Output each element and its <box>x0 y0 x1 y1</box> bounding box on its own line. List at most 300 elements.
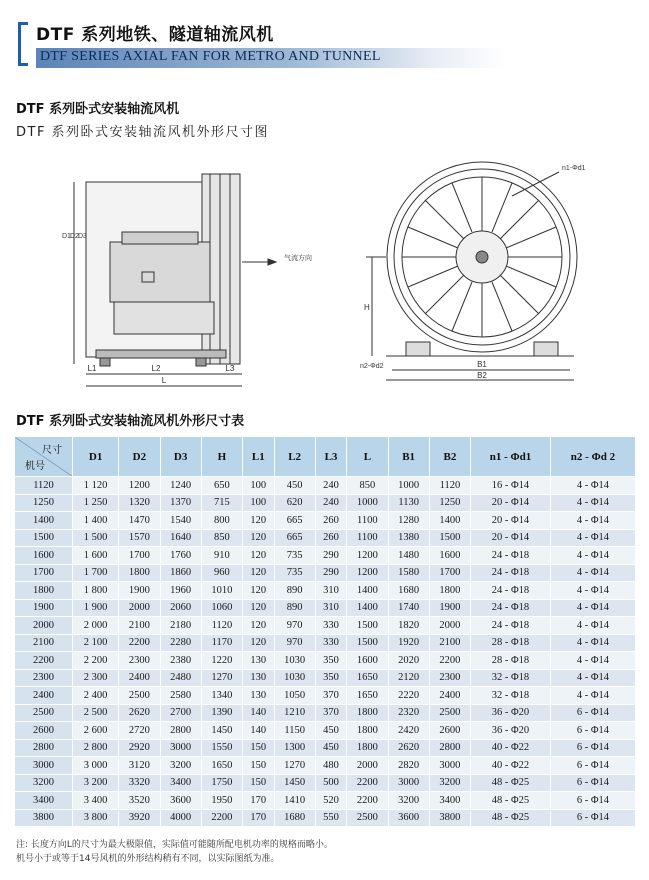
table-cell-model: 3800 <box>15 809 73 827</box>
fan-dimension-drawing <box>14 152 639 392</box>
table-cell: 2200 <box>347 774 388 792</box>
table-cell: 2060 <box>160 599 201 617</box>
table-cell: 2500 <box>429 704 470 722</box>
page-subtitle-en: DTF SERIES AXIAL FAN FOR METRO AND TUNNEL <box>40 49 381 64</box>
table-row <box>15 722 636 740</box>
column-header: B1 <box>388 437 429 477</box>
table-cell: 2800 <box>160 722 201 740</box>
table-row <box>15 652 636 670</box>
table-cell: 1920 <box>388 634 429 652</box>
table-cell: 2 000 <box>73 617 119 635</box>
table-cell-model: 2400 <box>15 687 73 705</box>
table-cell: 2120 <box>388 669 429 687</box>
table-cell: 1500 <box>347 617 388 635</box>
table-cell: 1450 <box>201 722 242 740</box>
table-cell-model: 1500 <box>15 529 73 547</box>
table-cell: 3120 <box>119 757 160 775</box>
table-cell: 32 - Φ18 <box>471 669 551 687</box>
table-cell: 665 <box>274 512 315 530</box>
table-cell-model: 3400 <box>15 792 73 810</box>
table-cell-model: 2000 <box>15 617 73 635</box>
table-cell: 120 <box>243 634 274 652</box>
table-cell: 1 900 <box>73 599 119 617</box>
table-cell: 4 - Φ14 <box>550 687 635 705</box>
drawing-label-L1: L1 <box>87 364 97 373</box>
table-row <box>15 792 636 810</box>
table-row <box>15 687 636 705</box>
table-cell: 3400 <box>429 792 470 810</box>
table-cell: 48 - Φ25 <box>471 809 551 827</box>
table-cell: 1240 <box>160 477 201 495</box>
table-cell-model: 2100 <box>15 634 73 652</box>
table-cell: 1500 <box>429 529 470 547</box>
table-cell: 120 <box>243 582 274 600</box>
table-cell: 2 400 <box>73 687 119 705</box>
table-cell: 350 <box>315 652 346 670</box>
table-cell-model: 3000 <box>15 757 73 775</box>
column-header: H <box>201 437 242 477</box>
table-row <box>15 634 636 652</box>
table-cell: 4 - Φ14 <box>550 634 635 652</box>
header-bracket <box>18 22 28 66</box>
table-cell-model: 1250 <box>15 494 73 512</box>
table-cell: 1060 <box>201 599 242 617</box>
table-cell: 240 <box>315 477 346 495</box>
table-cell: 1800 <box>347 739 388 757</box>
table-cell: 2 600 <box>73 722 119 740</box>
table-cell: 240 <box>315 494 346 512</box>
table-cell: 1900 <box>429 599 470 617</box>
table-cell: 3000 <box>388 774 429 792</box>
drawing-label-D1: D1 <box>62 233 71 240</box>
table-cell: 1680 <box>388 582 429 600</box>
table-cell: 1320 <box>119 494 160 512</box>
table-cell: 1580 <box>388 564 429 582</box>
table-cell: 3320 <box>119 774 160 792</box>
table-cell: 1030 <box>274 669 315 687</box>
table-cell: 1 600 <box>73 547 119 565</box>
table-cell: 1550 <box>201 739 242 757</box>
table-cell: 3000 <box>160 739 201 757</box>
table-cell: 1450 <box>274 774 315 792</box>
table-cell: 2400 <box>119 669 160 687</box>
table-cell: 2320 <box>388 704 429 722</box>
table-cell-model: 1800 <box>15 582 73 600</box>
table-cell: 2200 <box>201 809 242 827</box>
table-cell: 1 700 <box>73 564 119 582</box>
table-cell: 2600 <box>429 722 470 740</box>
table-cell: 2000 <box>347 757 388 775</box>
table-cell: 4000 <box>160 809 201 827</box>
table-cell: 1390 <box>201 704 242 722</box>
table-cell: 370 <box>315 687 346 705</box>
table-cell: 2 100 <box>73 634 119 652</box>
table-cell: 100 <box>243 477 274 495</box>
table-cell: 2020 <box>388 652 429 670</box>
table-cell: 28 - Φ18 <box>471 634 551 652</box>
table-cell: 4 - Φ14 <box>550 547 635 565</box>
table-cell: 2 500 <box>73 704 119 722</box>
table-cell: 735 <box>274 564 315 582</box>
table-cell: 260 <box>315 529 346 547</box>
table-cell: 1650 <box>347 687 388 705</box>
table-row <box>15 704 636 722</box>
table-cell: 620 <box>274 494 315 512</box>
table-cell: 1540 <box>160 512 201 530</box>
table-cell: 1200 <box>119 477 160 495</box>
table-cell: 1650 <box>201 757 242 775</box>
table-cell: 3200 <box>388 792 429 810</box>
table-cell: 450 <box>315 739 346 757</box>
table-cell: 1600 <box>347 652 388 670</box>
table-cell: 1000 <box>388 477 429 495</box>
table-cell: 550 <box>315 809 346 827</box>
table-cell: 450 <box>274 477 315 495</box>
table-cell: 1100 <box>347 529 388 547</box>
table-cell: 150 <box>243 739 274 757</box>
table-row <box>15 739 636 757</box>
table-cell: 36 - Φ20 <box>471 722 551 740</box>
table-cell: 1270 <box>201 669 242 687</box>
table-cell: 3 200 <box>73 774 119 792</box>
table-cell: 120 <box>243 547 274 565</box>
table-cell: 310 <box>315 599 346 617</box>
table-cell: 4 - Φ14 <box>550 512 635 530</box>
table-cell: 1570 <box>119 529 160 547</box>
table-cell: 120 <box>243 529 274 547</box>
table-cell: 1760 <box>160 547 201 565</box>
table-row <box>15 494 636 512</box>
table-cell: 1000 <box>347 494 388 512</box>
table-cell: 1 250 <box>73 494 119 512</box>
table-cell: 290 <box>315 564 346 582</box>
table-cell: 1700 <box>429 564 470 582</box>
table-cell: 170 <box>243 809 274 827</box>
table-body <box>15 477 636 827</box>
table-row <box>15 669 636 687</box>
table-cell: 2420 <box>388 722 429 740</box>
table-cell: 24 - Φ18 <box>471 617 551 635</box>
table-cell: 130 <box>243 687 274 705</box>
table-cell: 890 <box>274 582 315 600</box>
table-cell: 16 - Φ14 <box>471 477 551 495</box>
corner-label-model: 机号 <box>25 461 45 472</box>
table-cell: 1800 <box>347 722 388 740</box>
table-cell: 1400 <box>347 582 388 600</box>
table-cell: 3 800 <box>73 809 119 827</box>
drawing-label-L3: L3 <box>225 364 235 373</box>
table-cell: 100 <box>243 494 274 512</box>
table-cell: 1900 <box>119 582 160 600</box>
table-cell: 1200 <box>347 547 388 565</box>
table-corner-header <box>15 437 73 477</box>
table-cell: 1210 <box>274 704 315 722</box>
table-cell: 4 - Φ14 <box>550 529 635 547</box>
table-cell: 6 - Φ14 <box>550 704 635 722</box>
table-cell: 40 - Φ22 <box>471 757 551 775</box>
footnote-line-1: 注: 长度方向L的尺寸为最大极限值，实际值可能随所配电机功率的规格而略小。 <box>16 840 333 850</box>
table-cell: 140 <box>243 704 274 722</box>
table-cell-model: 2600 <box>15 722 73 740</box>
table-cell: 2500 <box>119 687 160 705</box>
column-header: L1 <box>243 437 274 477</box>
table-cell: 715 <box>201 494 242 512</box>
table-cell: 970 <box>274 634 315 652</box>
table-cell: 1100 <box>347 512 388 530</box>
table-cell: 3 000 <box>73 757 119 775</box>
table-cell: 3400 <box>160 774 201 792</box>
table-cell: 735 <box>274 547 315 565</box>
table-cell: 2 200 <box>73 652 119 670</box>
table-cell: 2000 <box>119 599 160 617</box>
table-cell: 150 <box>243 774 274 792</box>
column-header: D3 <box>160 437 201 477</box>
table-cell: 2300 <box>119 652 160 670</box>
column-header: n1 - Φd1 <box>471 437 551 477</box>
table-cell: 24 - Φ18 <box>471 582 551 600</box>
table-cell-model: 1700 <box>15 564 73 582</box>
table-cell: 3600 <box>160 792 201 810</box>
drawing-label-B1: B1 <box>477 360 487 369</box>
table-row <box>15 547 636 565</box>
table-cell: 4 - Φ14 <box>550 669 635 687</box>
table-cell: 4 - Φ14 <box>550 564 635 582</box>
drawing-label-n1: n1-Φd1 <box>562 165 586 172</box>
table-cell: 1220 <box>201 652 242 670</box>
table-cell: 1270 <box>274 757 315 775</box>
table-cell: 330 <box>315 634 346 652</box>
table-cell: 1380 <box>388 529 429 547</box>
table-cell: 6 - Φ14 <box>550 792 635 810</box>
table-cell: 1120 <box>429 477 470 495</box>
table-cell: 2 800 <box>73 739 119 757</box>
table-row <box>15 774 636 792</box>
column-header: B2 <box>429 437 470 477</box>
table-cell: 1120 <box>201 617 242 635</box>
table-cell: 1410 <box>274 792 315 810</box>
table-cell: 2 300 <box>73 669 119 687</box>
table-cell: 4 - Φ14 <box>550 477 635 495</box>
table-cell: 140 <box>243 722 274 740</box>
table-cell: 120 <box>243 617 274 635</box>
table-cell: 2000 <box>429 617 470 635</box>
table-cell: 2220 <box>388 687 429 705</box>
table-cell: 3800 <box>429 809 470 827</box>
front-view <box>366 162 577 380</box>
table-cell: 1680 <box>274 809 315 827</box>
table-cell: 120 <box>243 564 274 582</box>
table-cell: 6 - Φ14 <box>550 809 635 827</box>
table-cell: 3920 <box>119 809 160 827</box>
table-cell: 24 - Φ18 <box>471 599 551 617</box>
section-install-title: DTF 系列卧式安装轴流风机 <box>16 102 180 117</box>
table-cell: 3600 <box>388 809 429 827</box>
table-cell: 650 <box>201 477 242 495</box>
page-header <box>12 16 632 74</box>
table-cell-model: 1120 <box>15 477 73 495</box>
table-cell: 3 400 <box>73 792 119 810</box>
table-cell: 1800 <box>119 564 160 582</box>
table-cell: 1750 <box>201 774 242 792</box>
table-cell: 2620 <box>388 739 429 757</box>
table-cell: 970 <box>274 617 315 635</box>
table-cell: 1640 <box>160 529 201 547</box>
table-cell: 1280 <box>388 512 429 530</box>
table-cell: 4 - Φ14 <box>550 617 635 635</box>
table-cell: 3520 <box>119 792 160 810</box>
table-cell-model: 3200 <box>15 774 73 792</box>
table-cell: 1600 <box>429 547 470 565</box>
table-cell: 1 120 <box>73 477 119 495</box>
table-cell: 20 - Φ14 <box>471 529 551 547</box>
table-cell: 520 <box>315 792 346 810</box>
table-cell: 500 <box>315 774 346 792</box>
table-cell: 1800 <box>429 582 470 600</box>
corner-label-size: 尺寸 <box>42 445 62 456</box>
table-row <box>15 564 636 582</box>
table-cell: 370 <box>315 704 346 722</box>
table-cell: 20 - Φ14 <box>471 512 551 530</box>
table-cell: 1300 <box>274 739 315 757</box>
table-cell: 1050 <box>274 687 315 705</box>
table-cell: 2100 <box>119 617 160 635</box>
table-cell: 4 - Φ14 <box>550 599 635 617</box>
table-cell: 2300 <box>429 669 470 687</box>
table-cell: 28 - Φ18 <box>471 652 551 670</box>
table-cell: 24 - Φ18 <box>471 547 551 565</box>
drawing-label-airflow: 气流方向 <box>284 254 312 262</box>
table-cell: 1250 <box>429 494 470 512</box>
table-cell: 3200 <box>429 774 470 792</box>
table-row <box>15 512 636 530</box>
table-cell: 4 - Φ14 <box>550 652 635 670</box>
table-cell: 350 <box>315 669 346 687</box>
table-cell: 2820 <box>388 757 429 775</box>
table-row <box>15 582 636 600</box>
table-cell: 2720 <box>119 722 160 740</box>
table-cell: 1860 <box>160 564 201 582</box>
section-table-title: DTF 系列卧式安装轴流风机外形尺寸表 <box>16 414 245 429</box>
table-cell: 130 <box>243 652 274 670</box>
table-cell: 6 - Φ14 <box>550 739 635 757</box>
drawing-label-D2: D2 <box>70 233 79 240</box>
column-header: L <box>347 437 388 477</box>
table-cell-model: 2200 <box>15 652 73 670</box>
footnote-line-2: 机号小于或等于14号风机的外形结构稍有不同，以实际图纸为准。 <box>16 854 280 864</box>
table-cell: 2500 <box>347 809 388 827</box>
table-cell: 1400 <box>347 599 388 617</box>
table-cell: 3000 <box>429 757 470 775</box>
table-cell: 2280 <box>160 634 201 652</box>
table-cell: 960 <box>201 564 242 582</box>
table-cell-model: 2800 <box>15 739 73 757</box>
table-cell-model: 2300 <box>15 669 73 687</box>
table-cell: 1960 <box>160 582 201 600</box>
table-cell: 2200 <box>429 652 470 670</box>
table-row <box>15 477 636 495</box>
column-header: D1 <box>73 437 119 477</box>
section-drawing-title: DTF 系列卧式安装轴流风机外形尺寸图 <box>16 125 270 140</box>
table-row <box>15 599 636 617</box>
table-cell: 130 <box>243 669 274 687</box>
table-cell: 2400 <box>429 687 470 705</box>
page-title: DTF 系列地铁、隧道轴流风机 <box>36 25 274 45</box>
footnote <box>16 838 616 866</box>
table-cell: 2200 <box>119 634 160 652</box>
table-cell: 1950 <box>201 792 242 810</box>
table-cell: 1700 <box>119 547 160 565</box>
table-cell: 1800 <box>347 704 388 722</box>
drawing-label-L: L <box>161 376 167 385</box>
drawing-label-n2: n2-Φd2 <box>360 363 384 370</box>
table-cell: 1130 <box>388 494 429 512</box>
table-cell: 2180 <box>160 617 201 635</box>
drawing-label-B2: B2 <box>477 371 487 380</box>
table-cell: 48 - Φ25 <box>471 774 551 792</box>
table-cell: 4 - Φ14 <box>550 582 635 600</box>
table-cell-model: 1900 <box>15 599 73 617</box>
table-row <box>15 617 636 635</box>
table-cell-model: 2500 <box>15 704 73 722</box>
table-header-row <box>15 437 636 477</box>
table-cell-model: 1400 <box>15 512 73 530</box>
table-cell: 24 - Φ18 <box>471 564 551 582</box>
table-row <box>15 529 636 547</box>
table-cell: 1200 <box>347 564 388 582</box>
table-cell: 330 <box>315 617 346 635</box>
table-cell-model: 1600 <box>15 547 73 565</box>
table-cell: 2920 <box>119 739 160 757</box>
table-cell: 2200 <box>347 792 388 810</box>
table-cell: 2700 <box>160 704 201 722</box>
table-cell: 1820 <box>388 617 429 635</box>
table-cell: 1400 <box>429 512 470 530</box>
table-cell: 1 400 <box>73 512 119 530</box>
table-cell: 120 <box>243 512 274 530</box>
table-cell: 1480 <box>388 547 429 565</box>
table-cell: 1 500 <box>73 529 119 547</box>
table-cell: 1010 <box>201 582 242 600</box>
dimension-table <box>14 436 636 827</box>
table-cell: 3200 <box>160 757 201 775</box>
table-cell: 890 <box>274 599 315 617</box>
table-cell: 20 - Φ14 <box>471 494 551 512</box>
table-row <box>15 757 636 775</box>
table-cell: 910 <box>201 547 242 565</box>
table-cell: 1370 <box>160 494 201 512</box>
table-cell: 6 - Φ14 <box>550 774 635 792</box>
table-cell: 1150 <box>274 722 315 740</box>
table-cell: 260 <box>315 512 346 530</box>
table-cell: 120 <box>243 599 274 617</box>
table-cell: 1340 <box>201 687 242 705</box>
table-cell: 800 <box>201 512 242 530</box>
table-cell: 36 - Φ20 <box>471 704 551 722</box>
table-cell: 2480 <box>160 669 201 687</box>
table-cell: 850 <box>201 529 242 547</box>
column-header: D2 <box>119 437 160 477</box>
table-cell: 665 <box>274 529 315 547</box>
table-cell: 2800 <box>429 739 470 757</box>
table-cell: 850 <box>347 477 388 495</box>
column-header: L2 <box>274 437 315 477</box>
table-cell: 1470 <box>119 512 160 530</box>
table-cell: 1740 <box>388 599 429 617</box>
column-header: L3 <box>315 437 346 477</box>
table-cell: 32 - Φ18 <box>471 687 551 705</box>
table-cell: 1650 <box>347 669 388 687</box>
table-cell: 450 <box>315 722 346 740</box>
